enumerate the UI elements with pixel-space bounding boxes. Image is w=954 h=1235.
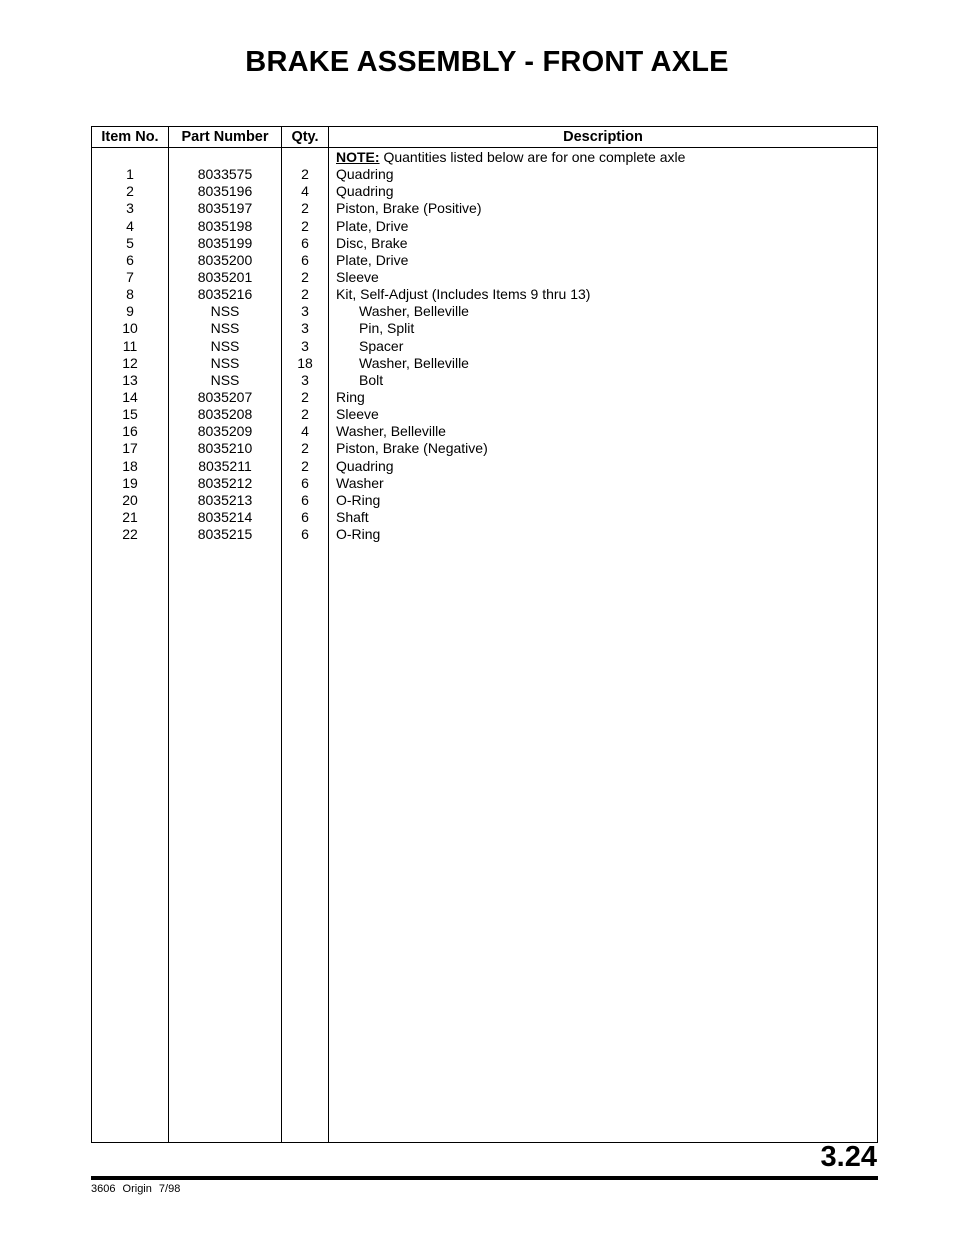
quantity: 6	[301, 251, 309, 268]
part-number: 8035212	[197, 474, 253, 491]
part-number: 8035211	[198, 457, 252, 474]
quantity: 3	[301, 303, 309, 320]
header-part-number: Part Number	[181, 129, 269, 145]
description: Spacer	[359, 337, 404, 354]
table-row	[92, 338, 877, 355]
quantity: 3	[301, 320, 309, 337]
table-row	[92, 389, 877, 406]
header-divider	[92, 147, 877, 148]
quantity: 6	[301, 234, 309, 251]
quantity: 6	[301, 526, 309, 543]
header-qty: Qty.	[291, 129, 319, 145]
description: O-Ring	[336, 491, 381, 508]
quantity: 2	[301, 200, 309, 217]
parts-table	[91, 126, 878, 1143]
item-number: 14	[122, 388, 138, 405]
part-number: NSS	[210, 320, 240, 337]
header-item-no: Item No.	[101, 129, 159, 145]
item-number: 12	[122, 354, 138, 371]
table-row	[92, 458, 877, 475]
part-number: 8033575	[197, 166, 253, 183]
table-row	[92, 269, 877, 286]
part-number: 8035196	[197, 183, 253, 200]
part-number: 8035198	[197, 217, 253, 234]
description: Washer, Belleville	[336, 423, 446, 440]
item-number: 11	[122, 337, 138, 354]
table-row	[92, 475, 877, 492]
item-number: 13	[122, 371, 138, 388]
description: Quadring	[336, 457, 394, 474]
quantity: 2	[301, 388, 309, 405]
note	[336, 149, 685, 166]
item-number: 7	[126, 268, 134, 285]
quantity: 2	[301, 268, 309, 285]
quantity: 6	[301, 491, 309, 508]
item-number: 10	[122, 320, 138, 337]
table-row	[92, 509, 877, 526]
table-row	[92, 320, 877, 337]
table-row	[92, 440, 877, 457]
part-number: 8035214	[197, 508, 253, 525]
part-number: 8035207	[197, 388, 253, 405]
part-number: NSS	[210, 371, 240, 388]
part-number: 8035209	[197, 423, 253, 440]
footer-text: 3606 Origin 7/98	[91, 1183, 181, 1195]
quantity: 6	[301, 474, 309, 491]
part-number: 8035197	[197, 200, 253, 217]
page-title: BRAKE ASSEMBLY - FRONT AXLE	[245, 46, 729, 78]
part-number: 8035199	[197, 234, 253, 251]
footer-rule	[91, 1176, 878, 1180]
quantity: 2	[301, 406, 309, 423]
part-number: 8035216	[197, 286, 253, 303]
part-number: 8035210	[197, 440, 253, 457]
description: Shaft	[336, 508, 369, 525]
description: Kit, Self-Adjust (Includes Items 9 thru 13)	[336, 286, 591, 303]
table-row	[92, 252, 877, 269]
table-row	[92, 286, 877, 303]
description: Quadring	[336, 166, 394, 183]
description: Washer	[336, 474, 384, 491]
quantity: 4	[301, 183, 309, 200]
item-number: 5	[126, 234, 134, 251]
table-row	[92, 423, 877, 440]
header-description: Description	[563, 129, 643, 145]
part-number: 8035201	[197, 268, 253, 285]
item-number: 4	[126, 217, 134, 234]
item-number: 22	[122, 526, 138, 543]
table-body	[92, 149, 877, 543]
part-number: NSS	[210, 337, 240, 354]
item-number: 6	[126, 251, 134, 268]
table-row	[92, 200, 877, 217]
part-number: 8035208	[197, 406, 253, 423]
description: Piston, Brake (Positive)	[336, 200, 482, 217]
description: Disc, Brake	[336, 234, 408, 251]
description: Piston, Brake (Negative)	[336, 440, 488, 457]
table-row	[92, 303, 877, 320]
table-row	[92, 218, 877, 235]
part-number: NSS	[210, 303, 240, 320]
item-number: 1	[126, 166, 134, 183]
note-row	[92, 149, 877, 166]
quantity: 2	[301, 217, 309, 234]
part-number: 8035200	[197, 251, 253, 268]
item-number: 20	[122, 491, 138, 508]
item-number: 9	[126, 303, 134, 320]
table-row	[92, 526, 877, 543]
description: Sleeve	[336, 406, 379, 423]
note-text: Quantities listed below are for one complete axle	[379, 149, 686, 165]
quantity: 2	[301, 286, 309, 303]
description: Sleeve	[336, 268, 379, 285]
quantity: 2	[301, 457, 309, 474]
item-number: 18	[122, 457, 138, 474]
note-label: NOTE:	[336, 149, 380, 165]
quantity: 6	[301, 508, 309, 525]
description: Pin, Split	[359, 320, 415, 337]
description: Washer, Belleville	[359, 303, 469, 320]
quantity: 2	[301, 166, 309, 183]
item-number: 2	[126, 183, 134, 200]
description: Bolt	[359, 371, 384, 388]
quantity: 3	[301, 337, 309, 354]
quantity: 18	[297, 354, 313, 371]
item-number: 21	[122, 508, 138, 525]
description: Quadring	[336, 183, 394, 200]
table-row	[92, 406, 877, 423]
description: O-Ring	[336, 526, 381, 543]
quantity: 2	[301, 440, 309, 457]
item-number: 17	[122, 440, 138, 457]
table-row	[92, 183, 877, 200]
part-number: 8035215	[197, 526, 253, 543]
table-row	[92, 166, 877, 183]
item-number: 16	[122, 423, 138, 440]
item-number: 3	[126, 200, 134, 217]
description: Ring	[336, 388, 365, 405]
table-row	[92, 492, 877, 509]
table-row	[92, 372, 877, 389]
description: Washer, Belleville	[359, 354, 469, 371]
quantity: 3	[301, 371, 309, 388]
part-number: NSS	[210, 354, 240, 371]
table-row	[92, 235, 877, 252]
quantity: 4	[301, 423, 309, 440]
item-number: 19	[122, 474, 138, 491]
part-number: 8035213	[197, 491, 253, 508]
item-number: 15	[122, 406, 138, 423]
description: Plate, Drive	[336, 217, 409, 234]
table-row	[92, 355, 877, 372]
page-number: 3.24	[820, 1141, 877, 1173]
description: Plate, Drive	[336, 251, 409, 268]
item-number: 8	[126, 286, 134, 303]
